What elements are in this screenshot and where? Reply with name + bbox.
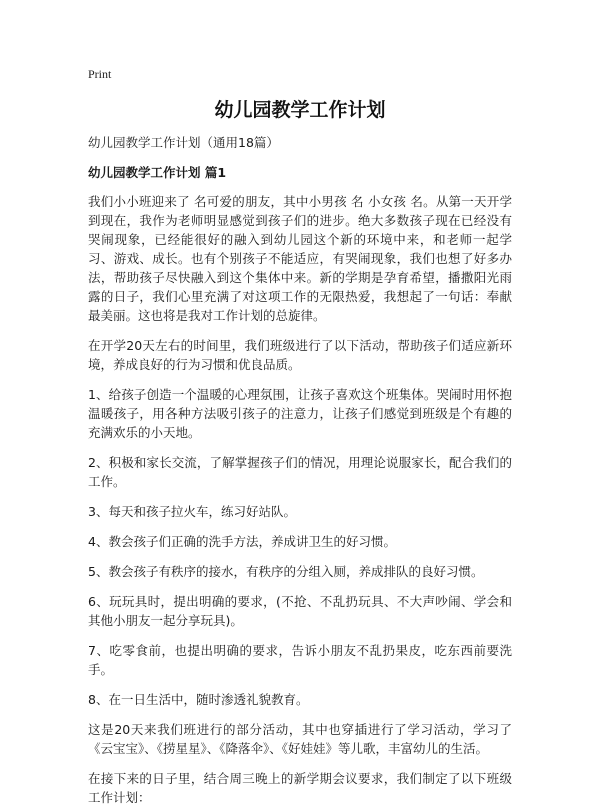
list-item-3: 3、每天和孩子拉火车，练习好站队。 <box>88 504 296 519</box>
document-title: 幼儿园教学工作计划 <box>214 99 386 121</box>
document-subtitle: 幼儿园教学工作计划（通用18篇） <box>88 135 279 150</box>
paragraph-intro: 我们小小班迎来了 名可爱的朋友，其中小男孩 名 小女孩 名。从第一天开学到现在，我作为老师明显感觉到孩子们的进步。绝大多数孩子现在已经没有哭闹现象，已经能很好的融入到幼儿园这个新的环境中来，和老师一起学习、游戏、成长。也有个别孩子不能适应，有哭闹现象，我们也想了好多办法，帮助孩子尽快融入到这个集体中来。新的学期是孕育希望，播撒阳光雨露的日子，我们心里充满了对这项工作的无限热爱，我想起了一句话：奉献最美丽。这也将是我对工作计划的总旋律。 <box>88 194 512 323</box>
paragraph-activities-intro: 在开学20天左右的时间里，我们班级进行了以下活动，帮助孩子们适应新环境，养成良好的行为习惯和优良品质。 <box>88 338 512 372</box>
paragraph-plan-intro: 在接下来的日子里，结合周三晚上的新学期会议要求，我们制定了以下班级工作计划： <box>88 771 512 805</box>
list-item-4: 4、教会孩子们正确的洗手方法，养成讲卫生的好习惯。 <box>88 534 396 549</box>
list-item-5: 5、教会孩子有秩序的接水，有秩序的分组入厕，养成排队的良好习惯。 <box>88 564 484 579</box>
list-item-8: 8、在一日生活中，随时渗透礼貌教育。 <box>88 692 309 707</box>
paragraph-summary: 这是20天来我们班进行的部分活动，其中也穿插进行了学习活动，学习了《云宝宝》、《捞星星》、《降落伞》、《好娃娃》等儿歌，丰富幼儿的生活。 <box>88 722 512 756</box>
list-item-2: 2、积极和家长交流，了解掌握孩子们的情况，用理论说服家长，配合我们的工作。 <box>88 455 512 489</box>
list-item-7: 7、吃零食前，也提出明确的要求，告诉小朋友不乱扔果皮，吃东西前要洗手。 <box>88 643 512 677</box>
list-item-1: 1、给孩子创造一个温暖的心理氛围，让孩子喜欢这个班集体。哭闹时用怀抱温暖孩子，用各种方法吸引孩子的注意力，让孩子们感觉到班级是个有趣的充满欢乐的小天地。 <box>88 387 512 440</box>
print-link[interactable]: Print <box>88 67 112 81</box>
section-heading: 幼儿园教学工作计划 篇1 <box>88 165 227 180</box>
list-item-6: 6、玩玩具时，提出明确的要求，(不抢、不乱扔玩具、不大声吵闹、学会和其他小朋友一起分享玩具)。 <box>88 594 512 628</box>
